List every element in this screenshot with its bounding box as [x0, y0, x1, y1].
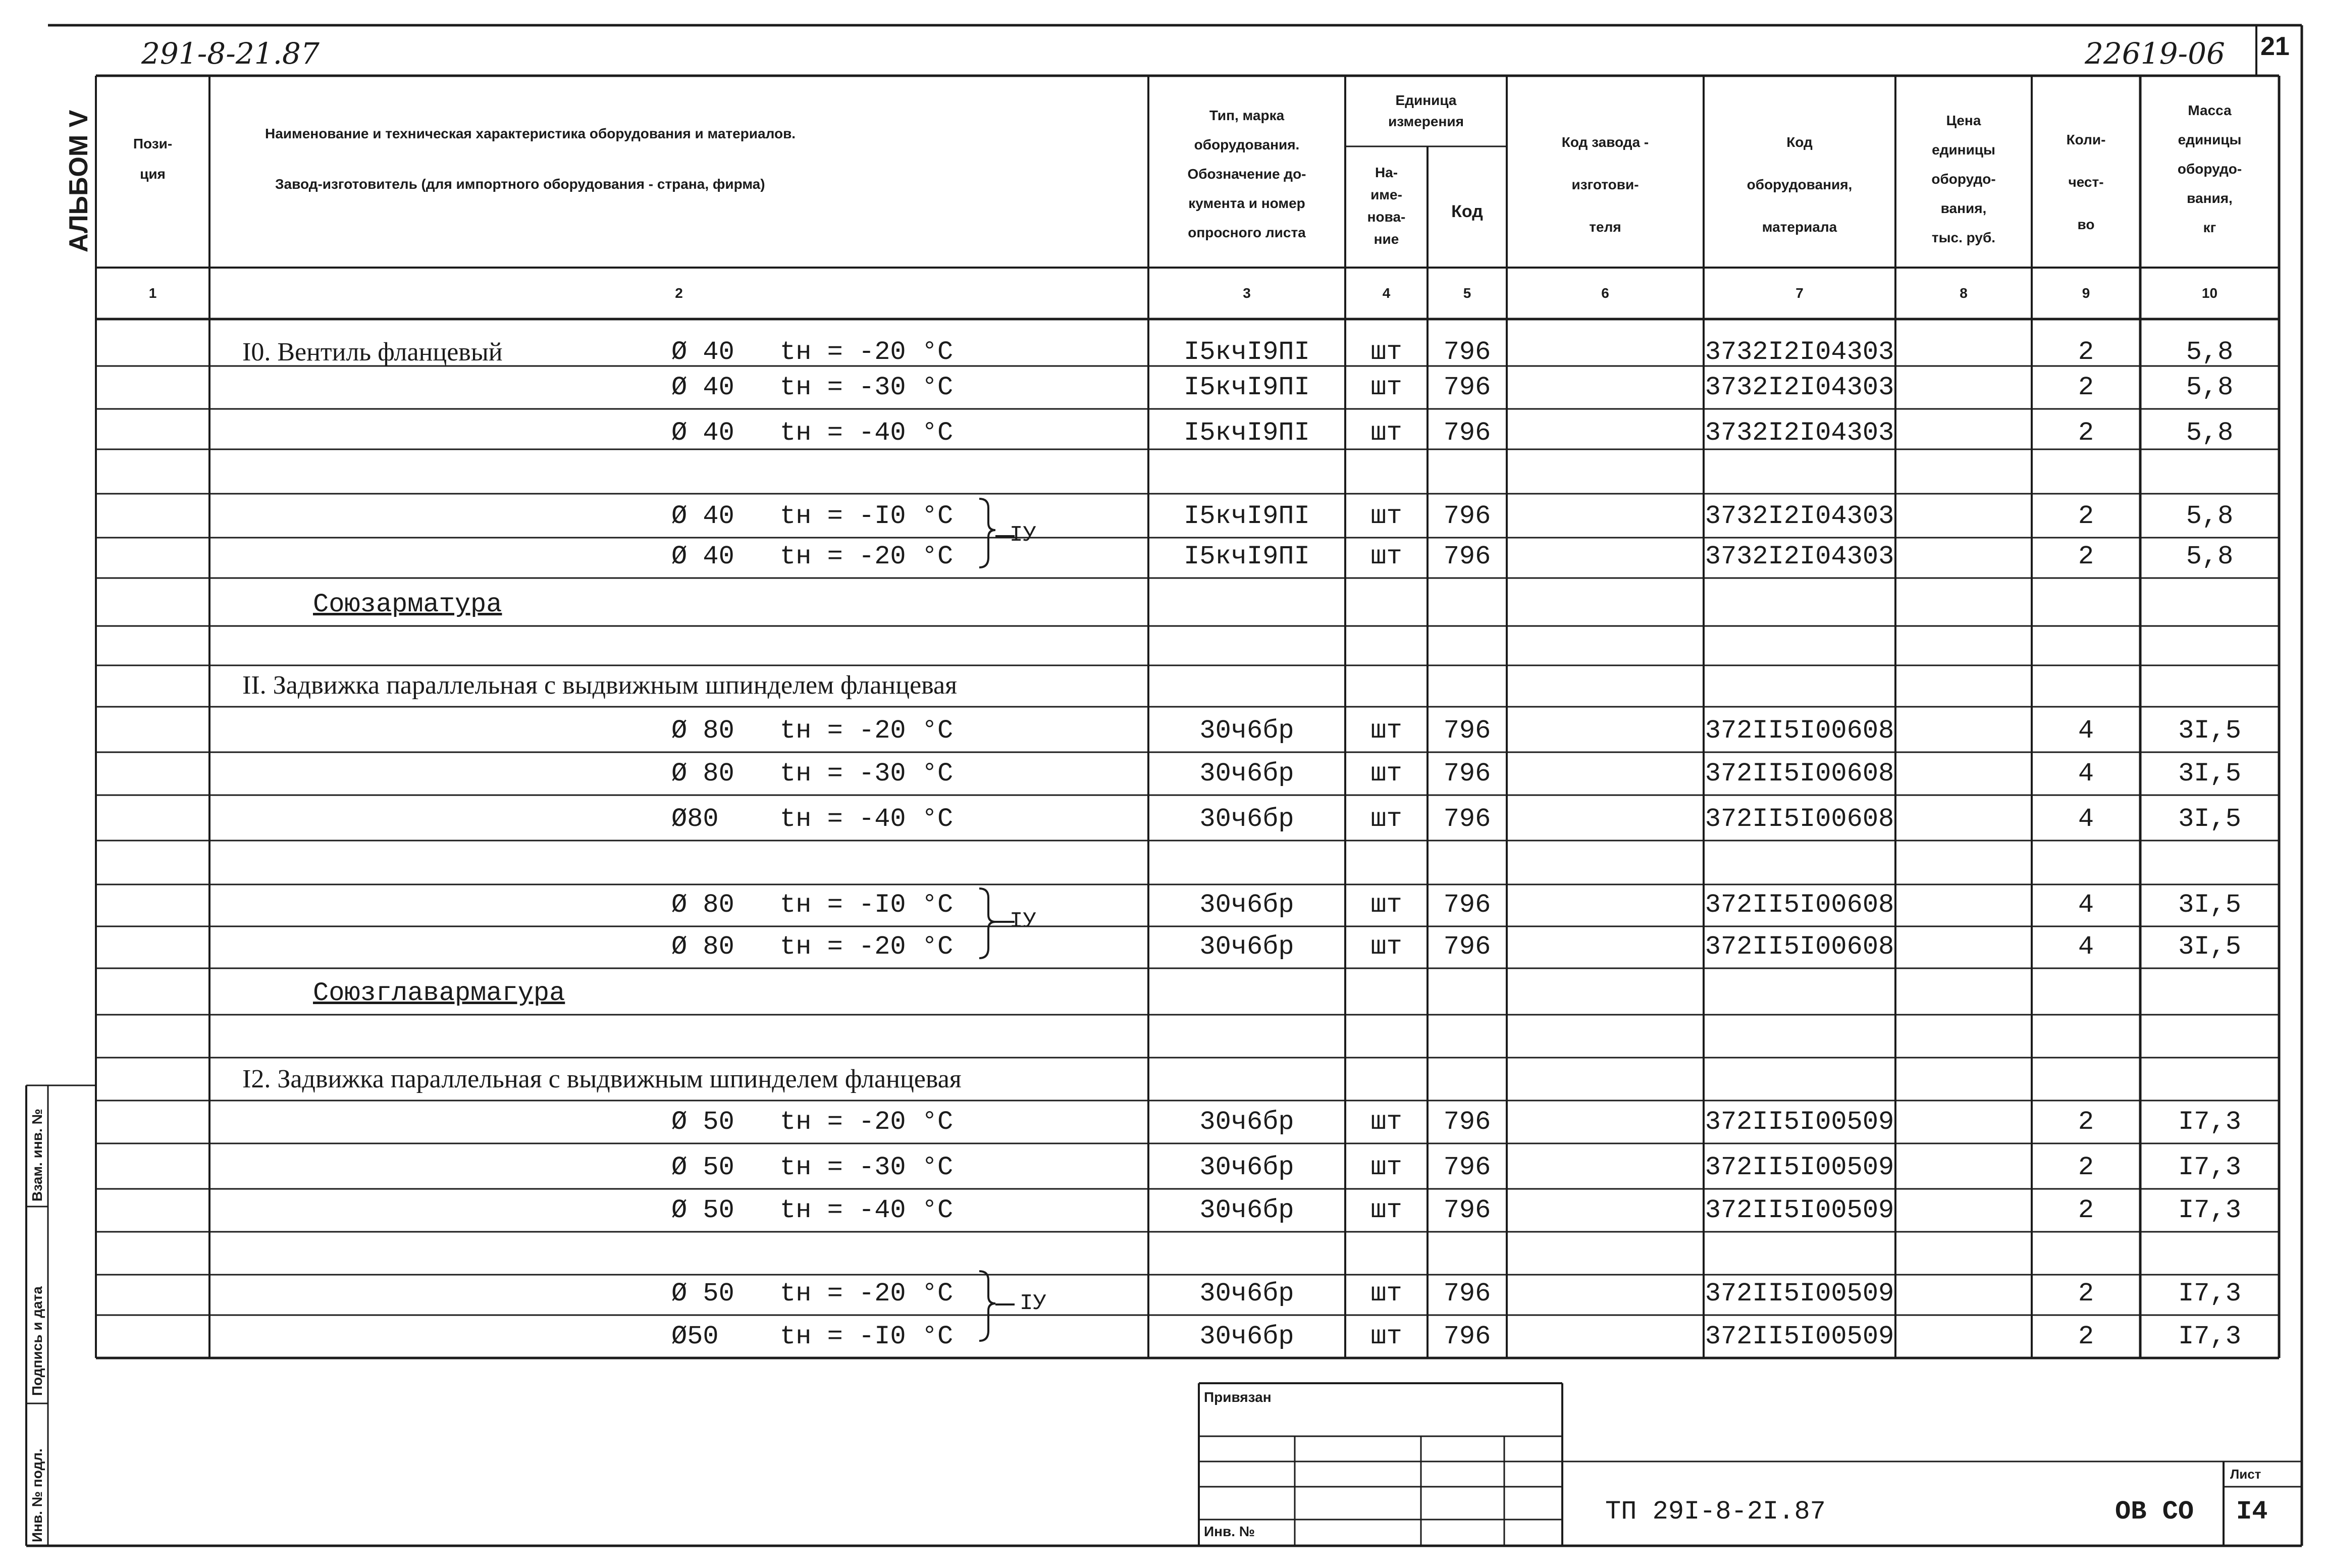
cell-code: 372II5I00509 [1705, 1322, 1894, 1351]
cell-dia: Ø 40 [671, 501, 734, 531]
cell-mass: I7,3 [2178, 1107, 2241, 1137]
colnum-3: 3 [1243, 285, 1251, 301]
cell-code: 372II5I00509 [1705, 1279, 1894, 1309]
colnum-9: 9 [2082, 285, 2090, 301]
side-stamp-vzam-inv: Взам. инв. № [29, 1109, 45, 1201]
side-stamp-inv-podl: Инв. № подл. [29, 1448, 45, 1542]
album-label: АЛЬБОМ V [64, 110, 93, 252]
header-plant-code: Код завода - изготови- теля [1561, 134, 1649, 235]
cell-type: I5кчI9ПI [1184, 337, 1310, 367]
cell-dia: Ø 80 [671, 716, 734, 746]
colnum-10: 10 [2201, 285, 2218, 301]
cell-code: 372II5I00509 [1705, 1107, 1894, 1137]
cell-temp: tн = -20 °C [780, 337, 954, 367]
header-unit-name: На- име- нова- ние [1367, 165, 1406, 247]
corner-page-number: 21 [2260, 32, 2290, 61]
header-price: Цена единицы оборудо- вания, тыс. руб. [1931, 113, 1996, 245]
cell-title: II. Задвижка параллельная с выдвижным шпинделем фланцевая [242, 671, 958, 700]
top-album-number: 22619-06 [2085, 36, 2225, 71]
cell-temp: tн = -20 °C [780, 1279, 954, 1309]
cell-code: 372II5I00608 [1705, 716, 1894, 746]
cell-type: 30ч6бр [1199, 1279, 1294, 1309]
cell-dia: Ø 50 [671, 1107, 734, 1137]
cell-temp: tн = -I0 °C [780, 1322, 954, 1351]
cell-ucode: 796 [1443, 418, 1491, 448]
cell-mass: 3I,5 [2178, 932, 2241, 962]
cell-type: 30ч6бр [1199, 932, 1294, 962]
cell-type: 30ч6бр [1199, 1195, 1294, 1225]
cell-ucode: 796 [1443, 1107, 1491, 1137]
cell-temp: tн = -I0 °C [780, 501, 954, 531]
cell-dia: Ø 50 [671, 1153, 734, 1182]
cell-code: 372II5I00608 [1705, 759, 1894, 789]
cell-code: 372II5I00509 [1705, 1195, 1894, 1225]
cell-unit: шт [1370, 337, 1402, 367]
cell-qty: 2 [2078, 542, 2094, 571]
cell-qty: 4 [2078, 932, 2094, 962]
cell-qty: 4 [2078, 890, 2094, 920]
cell-qty: 4 [2078, 716, 2094, 746]
colnum-2: 2 [675, 285, 683, 301]
cell-type: I5кчI9ПI [1184, 501, 1310, 531]
cell-code: 3732I2I04303 [1705, 337, 1894, 367]
cell-qty: 2 [2078, 1322, 2094, 1351]
colnum-1: 1 [148, 285, 157, 301]
cell-unit: шт [1370, 1107, 1402, 1137]
cell-mass: I7,3 [2178, 1322, 2241, 1351]
stamp-inv-number: Инв. № [1204, 1524, 1255, 1539]
cell-mass: 3I,5 [2178, 890, 2241, 920]
cell-temp: tн = -20 °C [780, 1107, 954, 1137]
cell-dia: Ø50 [671, 1322, 719, 1351]
cell-ucode: 796 [1443, 759, 1491, 789]
cell-qty: 2 [2078, 1279, 2094, 1309]
footer-doc-code: ТП 29I-8-2I.87 [1605, 1497, 1826, 1527]
cell-unit: шт [1370, 1195, 1402, 1225]
cell-dia: Ø 50 [671, 1195, 734, 1225]
colnum-6: 6 [1601, 285, 1609, 301]
cell-temp: tн = -30 °C [780, 373, 954, 402]
cell-ucode: 796 [1443, 932, 1491, 962]
side-stamp-signature-date: Подпись и дата [29, 1286, 45, 1396]
header-name-a: Наименование и техническая характеристика оборудования и материалов. [265, 126, 796, 141]
cell-qty: 2 [2078, 501, 2094, 531]
cell-qty: 2 [2078, 1107, 2094, 1137]
cell-code: 372II5I00608 [1705, 890, 1894, 920]
brace-label: IУ [1020, 1291, 1046, 1316]
cell-ucode: 796 [1443, 337, 1491, 367]
cell-ucode: 796 [1443, 804, 1491, 834]
cell-mass: I7,3 [2178, 1153, 2241, 1182]
cell-temp: tн = -30 °C [780, 1153, 954, 1182]
top-doc-code: 291-8-21.87 [141, 36, 320, 71]
cell-temp: tн = -40 °C [780, 804, 954, 834]
cell-unit: шт [1370, 716, 1402, 746]
cell-temp: tн = -30 °C [780, 759, 954, 789]
cell-mass: I7,3 [2178, 1279, 2241, 1309]
cell-ucode: 796 [1443, 890, 1491, 920]
cell-unit: шт [1370, 890, 1402, 920]
cell-ucode: 796 [1443, 716, 1491, 746]
cell-ucode: 796 [1443, 1322, 1491, 1351]
cell-code: 3732I2I04303 [1705, 501, 1894, 531]
cell-code: 372II5I00509 [1705, 1153, 1894, 1182]
header-position: Пози- ция [133, 136, 173, 182]
cell-ucode: 796 [1443, 1195, 1491, 1225]
cell-type: 30ч6бр [1199, 1153, 1294, 1182]
cell-qty: 4 [2078, 759, 2094, 789]
cell-mass: 3I,5 [2178, 716, 2241, 746]
header-quantity: Коли- чест- во [2066, 132, 2106, 232]
cell-temp: tн = -20 °C [780, 932, 954, 962]
cell-ucode: 796 [1443, 501, 1491, 531]
cell-temp: tн = -I0 °C [780, 890, 954, 920]
cell-dia: Ø 80 [671, 932, 734, 962]
footer-sheet-label: Лист [2230, 1467, 2261, 1482]
colnum-5: 5 [1463, 285, 1471, 301]
cell-mass: 5,8 [2186, 542, 2234, 571]
cell-type: 30ч6бр [1199, 759, 1294, 789]
colnum-7: 7 [1795, 285, 1804, 301]
cell-code: 3732I2I04303 [1705, 542, 1894, 571]
cell-qty: 2 [2078, 418, 2094, 448]
cell-ucode: 796 [1443, 542, 1491, 571]
cell-maker: Союзглавармагура [313, 978, 565, 1008]
cell-code: 372II5I00608 [1705, 932, 1894, 962]
cell-unit: шт [1370, 542, 1402, 571]
cell-unit: шт [1370, 1279, 1402, 1309]
cell-qty: 2 [2078, 373, 2094, 402]
cell-unit: шт [1370, 1153, 1402, 1182]
stamp-privyazan: Привязан [1204, 1389, 1272, 1405]
cell-title: I2. Задвижка параллельная с выдвижным шпинделем фланцевая [242, 1065, 962, 1093]
cell-dia: Ø 40 [671, 542, 734, 571]
cell-type: I5кчI9ПI [1184, 373, 1310, 402]
colnum-4: 4 [1382, 285, 1391, 301]
cell-unit: шт [1370, 759, 1402, 789]
cell-type: I5кчI9ПI [1184, 542, 1310, 571]
cell-qty: 2 [2078, 1153, 2094, 1182]
cell-temp: tн = -20 °C [780, 542, 954, 571]
cell-ucode: 796 [1443, 1279, 1491, 1309]
brace-label: IУ [1010, 522, 1036, 548]
cell-maker: Союзарматура [313, 590, 502, 619]
cell-dia: Ø80 [671, 804, 719, 834]
brace-label: IУ [1010, 909, 1036, 934]
cell-dia: Ø 50 [671, 1279, 734, 1309]
cell-code: 372II5I00608 [1705, 804, 1894, 834]
cell-unit: шт [1370, 373, 1402, 402]
cell-unit: шт [1370, 418, 1402, 448]
header-unit-group: Единица измерения [1388, 92, 1464, 129]
cell-temp: tн = -40 °C [780, 418, 954, 448]
cell-qty: 2 [2078, 337, 2094, 367]
cell-qty: 2 [2078, 1195, 2094, 1225]
cell-dia: Ø 80 [671, 890, 734, 920]
colnum-8: 8 [1960, 285, 1968, 301]
cell-dia: Ø 80 [671, 759, 734, 789]
cell-type: 30ч6бр [1199, 716, 1294, 746]
cell-dia: Ø 40 [671, 373, 734, 402]
cell-mass: 3I,5 [2178, 759, 2241, 789]
cell-title: I0. Вентиль фланцевый [242, 338, 503, 367]
footer-series: ОВ СО [2115, 1497, 2194, 1527]
cell-mass: 5,8 [2186, 373, 2234, 402]
footer-sheet-number: I4 [2236, 1497, 2268, 1527]
cell-temp: tн = -20 °C [780, 716, 954, 746]
cell-mass: 3I,5 [2178, 804, 2241, 834]
cell-unit: шт [1370, 932, 1402, 962]
cell-mass: I7,3 [2178, 1195, 2241, 1225]
cell-type: 30ч6бр [1199, 1322, 1294, 1351]
cell-unit: шт [1370, 1322, 1402, 1351]
header-equipment-code: Код оборудования, материала [1747, 134, 1853, 235]
cell-type: 30ч6бр [1199, 804, 1294, 834]
cell-ucode: 796 [1443, 373, 1491, 402]
cell-ucode: 796 [1443, 1153, 1491, 1182]
cell-unit: шт [1370, 501, 1402, 531]
header-mass: Масса единицы оборудо- вания, кг [2177, 102, 2242, 235]
cell-mass: 5,8 [2186, 501, 2234, 531]
header-unit-code: Код [1451, 202, 1483, 221]
cell-dia: Ø 40 [671, 337, 734, 367]
header-type: Тип, марка оборудования. Обозначение до- кумента и номер опросного листа [1187, 108, 1306, 240]
cell-temp: tн = -40 °C [780, 1195, 954, 1225]
header-name-b: Завод-изготовитель (для импортного оборудования - страна, фирма) [275, 176, 765, 192]
cell-type: I5кчI9ПI [1184, 418, 1310, 448]
cell-dia: Ø 40 [671, 418, 734, 448]
cell-unit: шт [1370, 804, 1402, 834]
cell-qty: 4 [2078, 804, 2094, 834]
cell-code: 3732I2I04303 [1705, 418, 1894, 448]
cell-type: 30ч6бр [1199, 890, 1294, 920]
cell-code: 3732I2I04303 [1705, 373, 1894, 402]
cell-mass: 5,8 [2186, 337, 2234, 367]
cell-type: 30ч6бр [1199, 1107, 1294, 1137]
cell-mass: 5,8 [2186, 418, 2234, 448]
